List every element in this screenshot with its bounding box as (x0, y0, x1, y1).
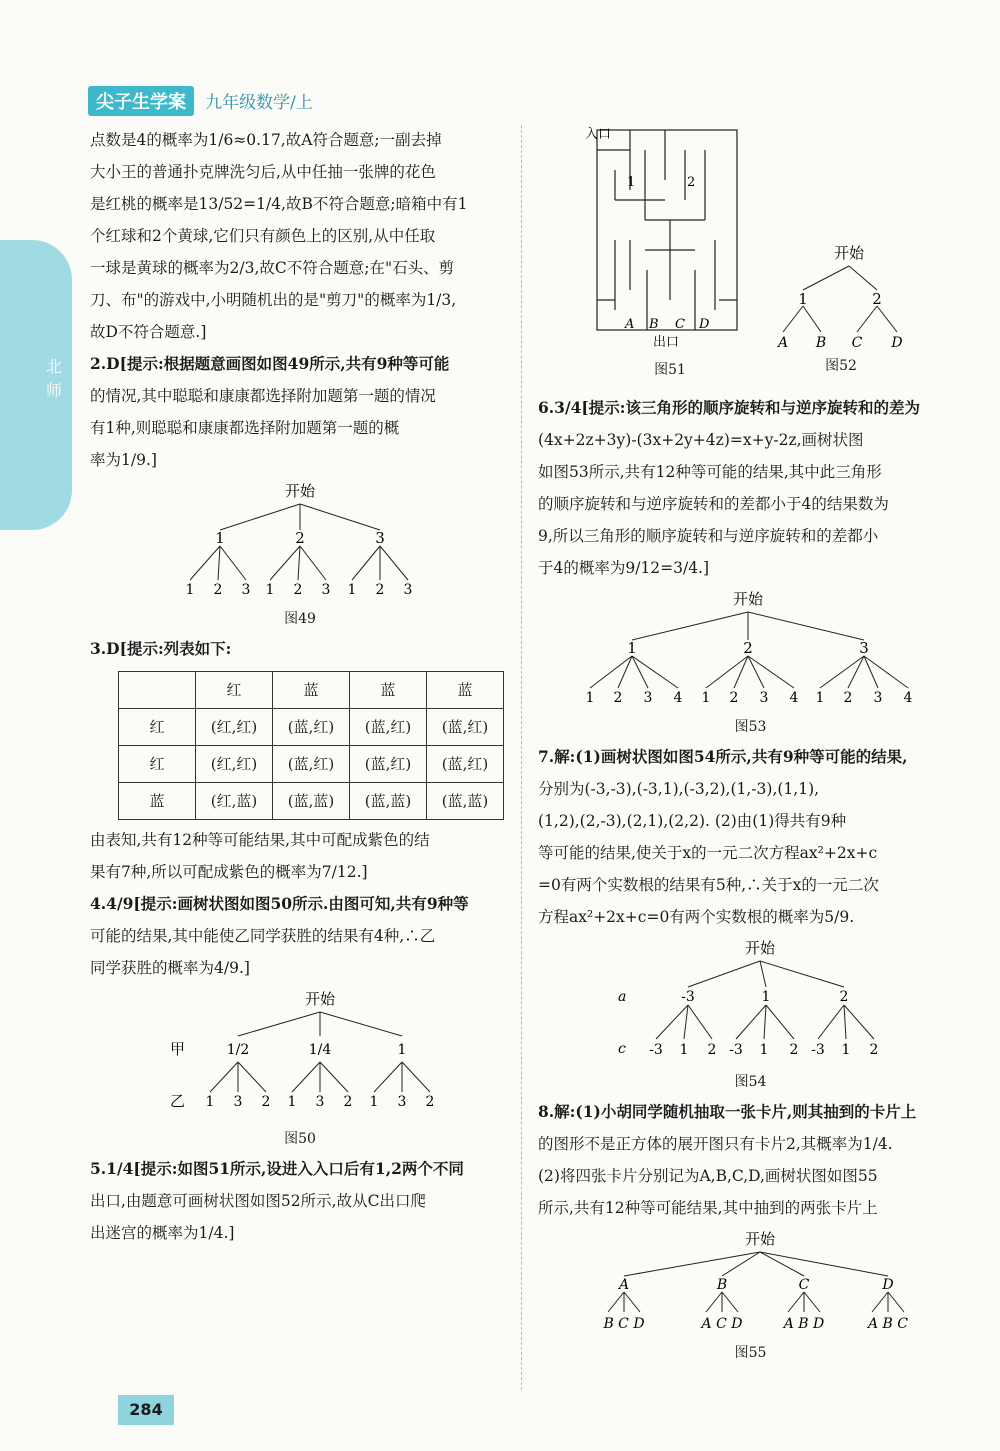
text-line: 等可能的结果,使关于x的一元二次方程ax²+2x+c (538, 844, 878, 862)
text-line: (2)将四张卡片分别记为A,B,C,D,画树状图如图55 (538, 1167, 878, 1185)
tree-leaf: 4 (903, 690, 913, 706)
answer-4-line: 4.4/9[提示:画树状图如图50所示.由图可知,共有9种等 (90, 894, 469, 913)
tree-leaf-group: A B C (867, 1316, 909, 1332)
figure-caption: 图50 (284, 1131, 316, 1147)
table-cell: (红,红) (196, 746, 273, 783)
table-cell: (蓝,蓝) (427, 783, 504, 820)
table-cell: 红 (119, 746, 196, 783)
right-column (538, 392, 963, 1367)
text-line: 是红桃的概率是13/52=1/4,故B不符合题意;暗箱中有1 (90, 195, 468, 213)
figure-54 (538, 937, 963, 1092)
tree-leaf: 3 (321, 582, 331, 598)
tree-leaf: 3 (233, 1094, 243, 1110)
tree-leaf: 1 (701, 690, 711, 706)
tree-leaf: -3 (811, 1042, 825, 1058)
tree-leaf: 4 (789, 690, 799, 706)
table-row (119, 783, 504, 820)
text-line: 分别为(-3,-3),(-3,1),(-3,2),(1,-3),(1,1), (538, 780, 820, 798)
tree-leaf: 3 (403, 582, 413, 598)
text-line: 方程ax²+2x+c=0有两个实数根的概率为5/9. (538, 908, 855, 926)
tree-leaf: 3 (315, 1094, 325, 1110)
tree-node: 1 (215, 529, 225, 547)
tree-leaf-group: A C D (701, 1316, 743, 1332)
tree-node: 1 (761, 989, 771, 1005)
table-cell: 蓝 (427, 672, 504, 709)
answer-2-line: 2.D[提示:根据题意画图如图49所示,共有9种等可能 (90, 354, 450, 373)
tree-leaf: 1 (585, 690, 595, 706)
tree-leaf: 1 (759, 1042, 769, 1058)
tree-start-label: 开始 (304, 990, 336, 1008)
tree-node: C (798, 1277, 810, 1293)
left-column (90, 124, 510, 1249)
text-line: 的情况,其中聪聪和康康都选择附加题第一题的情况 (90, 387, 436, 405)
text-line: 同学获胜的概率为4/9.] (90, 959, 250, 977)
tree-leaf: 2 (869, 1042, 879, 1058)
tree-leaf: 4 (673, 690, 683, 706)
table-cell: 蓝 (350, 672, 427, 709)
text-line: 的图形不是正方体的展开图只有卡片2,其概率为1/4. (538, 1135, 893, 1153)
table-cell: (蓝,红) (350, 709, 427, 746)
table-cell: 红 (196, 672, 273, 709)
tree-leaf-group: A B D (783, 1316, 825, 1332)
text-line: 率为1/9.] (90, 451, 157, 469)
text-line: (4x+2z+3y)-(3x+2y+4z)=x+y-2z,画树状图 (538, 431, 864, 449)
maze-exit-label: 出口 (653, 335, 680, 350)
tree-start-label: 开始 (744, 1230, 776, 1248)
figure-caption: 图55 (734, 1345, 767, 1361)
table-cell: (蓝,蓝) (350, 783, 427, 820)
maze-exit: D (699, 317, 710, 332)
text-line: 可能的结果,其中能使乙同学获胜的结果有4种,∴乙 (90, 927, 436, 945)
tree-start-label: 开始 (284, 482, 316, 500)
page-number: 284 (118, 1395, 174, 1425)
tree-55-diagram (538, 1228, 963, 1332)
tree-leaf: -3 (649, 1042, 663, 1058)
figure-55 (538, 1228, 963, 1363)
text-line: 出口,由题意可画树状图如图52所示,故从C出口爬 (90, 1192, 426, 1210)
tree-node: 1/2 (226, 1042, 250, 1058)
tree-leaf: 2 (425, 1094, 435, 1110)
tree-node: 2 (872, 290, 882, 308)
figure-53 (538, 588, 963, 737)
maze-node: 1 (627, 175, 636, 190)
table-cell: (红,红) (196, 709, 273, 746)
text-line: 由表知,共有12种等可能结果,其中可配成紫色的结 (90, 831, 430, 849)
answer-6-line: 6.3/4[提示:该三角形的顺序旋转和与逆序旋转和的差为 (538, 398, 920, 417)
text-line: 个红球和2个黄球,它们只有颜色上的区别,从中任取 (90, 227, 436, 245)
tree-leaf: 1 (369, 1094, 379, 1110)
tree-leaf: 2 (613, 690, 623, 706)
tree-leaf: 1 (679, 1042, 689, 1058)
table-cell: 红 (119, 709, 196, 746)
tree-leaf: 2 (213, 582, 223, 598)
tree-node: 2 (295, 529, 305, 547)
tree-leaf: 2 (343, 1094, 353, 1110)
table-cell: (蓝,红) (427, 709, 504, 746)
table-cell: 蓝 (119, 783, 196, 820)
text-line: 的顺序旋转和与逆序旋转和的差都小于4的结果数为 (538, 495, 889, 513)
text-line: 有1种,则聪聪和康康都选择附加题第一题的概 (90, 419, 400, 437)
table-header-row (119, 672, 504, 709)
text-line: (1,2),(2,-3),(2,1),(2,2). (2)由(1)得共有9种 (538, 812, 847, 830)
tree-row-label: 甲 (170, 1040, 186, 1058)
side-label: 北师 (46, 357, 63, 400)
table-cell: (蓝,蓝) (273, 783, 350, 820)
tree-leaf: 3 (397, 1094, 407, 1110)
figure-caption: 图54 (734, 1074, 767, 1090)
text-line: 刀、布"的游戏中,小明随机出的是"剪刀"的概率为1/3, (90, 291, 457, 309)
tree-54-diagram (538, 937, 963, 1061)
tree-leaf: D (891, 335, 903, 351)
tree-leaf: 2 (789, 1042, 799, 1058)
tree-start-label: 开始 (732, 590, 764, 608)
maze-exit: B (649, 317, 659, 332)
tree-leaf: 1 (185, 582, 195, 598)
column-divider (521, 125, 522, 1390)
tree-row-label: c (618, 1041, 626, 1057)
tree-start-label: 开始 (833, 244, 865, 262)
tree-leaf: 2 (261, 1094, 271, 1110)
answer-7-line: 7.解:(1)画树状图如图54所示,共有9种等可能的结果, (538, 747, 908, 766)
figure-49 (90, 480, 510, 629)
figure-52 (765, 240, 925, 380)
table-row (119, 746, 504, 783)
figure-50 (90, 988, 510, 1149)
page-header (88, 86, 313, 114)
tree-leaf: 1 (841, 1042, 851, 1058)
maze-node: 2 (687, 175, 696, 190)
text-line: 点数是4的概率为1/6≈0.17,故A符合题意;一副去掉 (90, 131, 442, 149)
tree-node: B (716, 1277, 728, 1293)
tree-leaf: 1 (815, 690, 825, 706)
text-line: 9,所以三角形的顺序旋转和与逆序旋转和的差都小 (538, 527, 879, 545)
text-line: 所示,共有12种等可能结果,其中抽到的两张卡片上 (538, 1199, 878, 1217)
tree-leaf: 2 (707, 1042, 717, 1058)
tree-leaf: 1 (205, 1094, 215, 1110)
tree-leaf: 3 (759, 690, 769, 706)
maze-exit: C (675, 317, 685, 332)
tree-node: 2 (743, 639, 753, 657)
tree-leaf: 2 (843, 690, 853, 706)
tree-leaf: 3 (643, 690, 653, 706)
figure-caption: 图52 (825, 358, 857, 374)
tree-node: 3 (859, 639, 869, 657)
tree-row-label: 乙 (170, 1092, 186, 1110)
probability-table (118, 671, 504, 820)
text-line: 于4的概率为9/12=3/4.] (538, 559, 710, 577)
maze-exit: A (625, 317, 635, 332)
tree-node: 1 (798, 290, 808, 308)
maze-entry-label: 入口 (585, 127, 612, 142)
table-cell: (蓝,红) (273, 709, 350, 746)
tree-node: A (618, 1277, 630, 1293)
table-cell: (红,蓝) (196, 783, 273, 820)
tree-node: 1 (397, 1042, 407, 1058)
tree-52-diagram (765, 240, 925, 352)
tree-node: 2 (839, 989, 849, 1005)
tree-node: D (882, 1277, 894, 1293)
tree-leaf-group: B C D (603, 1316, 645, 1332)
table-cell: 蓝 (273, 672, 350, 709)
answer-8-line: 8.解:(1)小胡同学随机抽取一张卡片,则其抽到的卡片上 (538, 1102, 917, 1121)
tree-leaf: 3 (241, 582, 251, 598)
figure-51 (585, 120, 755, 380)
tree-leaf: -3 (729, 1042, 743, 1058)
table-cell: (蓝,红) (273, 746, 350, 783)
text-line: 如图53所示,共有12种等可能的结果,其中此三角形 (538, 463, 882, 481)
text-line: =0有两个实数根的结果有5种,∴关于x的一元二次 (538, 876, 879, 894)
tree-leaf: 2 (375, 582, 385, 598)
tree-node: -3 (681, 989, 695, 1005)
tree-node: 1/4 (308, 1042, 332, 1058)
tree-leaf: 3 (873, 690, 883, 706)
table-row (119, 709, 504, 746)
tree-leaf: 1 (347, 582, 357, 598)
tree-leaf: C (851, 335, 863, 351)
text-line: 一球是黄球的概率为2/3,故C不符合题意;在"石头、剪 (90, 259, 455, 277)
table-cell (119, 672, 196, 709)
tree-start-label: 开始 (744, 939, 776, 957)
tree-49-diagram (90, 480, 510, 598)
figure-caption: 图51 (654, 362, 686, 378)
text-line: 大小王的普通扑克牌洗匀后,从中任抽一张牌的花色 (90, 163, 436, 181)
answer-3-line: 3.D[提示:列表如下: (90, 639, 232, 658)
text-line: 果有7种,所以可配成紫色的概率为7/12.] (90, 863, 368, 881)
table-cell: (蓝,红) (427, 746, 504, 783)
answer-5-line: 5.1/4[提示:如图51所示,设进入入口后有1,2两个不同 (90, 1159, 464, 1178)
table-cell: (蓝,红) (350, 746, 427, 783)
tree-leaf: B (815, 335, 827, 351)
text-line: 出迷宫的概率为1/4.] (90, 1224, 235, 1242)
tree-leaf: 2 (293, 582, 303, 598)
tree-leaf: 1 (287, 1094, 297, 1110)
tree-leaf: A (777, 335, 789, 351)
tree-node: 3 (375, 529, 385, 547)
tree-50-diagram (90, 988, 510, 1118)
brand-label: 尖子生学案 (88, 86, 194, 116)
tree-leaf: 2 (729, 690, 739, 706)
tree-leaf: 1 (265, 582, 275, 598)
subject-label: 九年级数学/上 (205, 93, 313, 113)
tree-node: 1 (627, 639, 637, 657)
tree-row-label: a (618, 989, 627, 1005)
tree-53-diagram (538, 588, 963, 706)
text-line: 故D不符合题意.] (90, 323, 207, 341)
figure-caption: 图49 (284, 611, 316, 627)
maze-diagram (585, 120, 755, 360)
figure-caption: 图53 (734, 719, 767, 735)
